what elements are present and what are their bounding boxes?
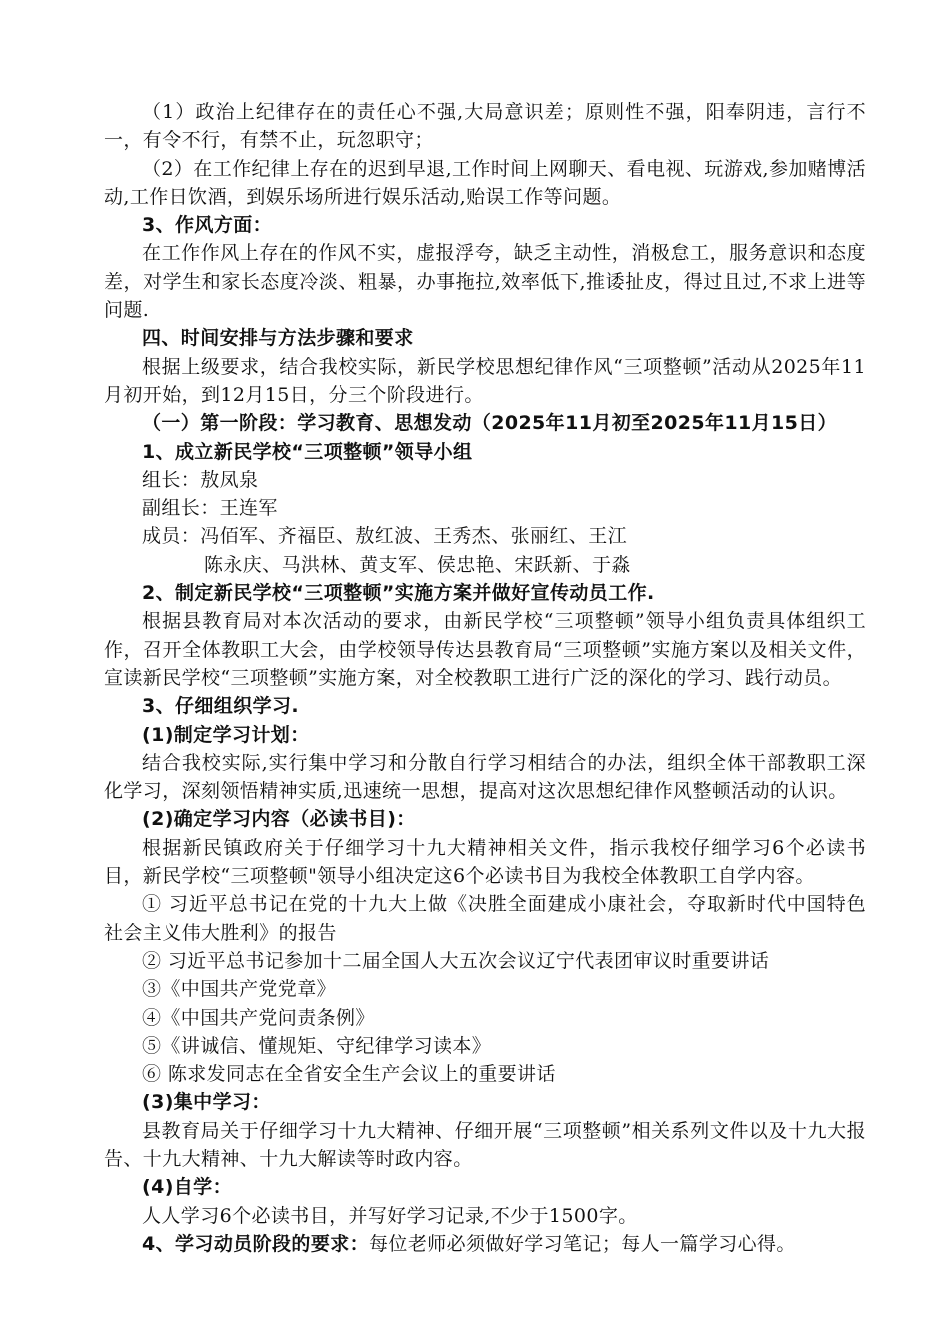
members-names-1: 冯佰军、齐福臣、敖红波、王秀杰、张丽红、王江 [200,525,628,548]
book-item-6: ⑥ 陈求发同志在全省安全生产会议上的重要讲话 [142,1063,556,1086]
document-body [104,98,866,1258]
book-item-3: ③《中国共产党党章》 [142,978,337,1001]
heading-phase-one: （一）第一阶段：学习教育、思想发动（2025年11月初至2025年11月15日） [142,412,838,435]
mobilization-heading: 4、学习动员阶段的要求： [142,1232,370,1255]
book-item-2: ② 习近平总书记参加十二届全国人大五次会议辽宁代表团审议时重要讲话 [142,949,770,972]
members-line-2 [104,551,866,579]
deputy-group-leader: 副组长：王连军 [142,497,278,520]
paragraph-schedule-intro: 根据上级要求，结合我校实际，新民学校思想纪律作风“三项整顿”活动从2025年11月初开始，到12月15日，分三个阶段进行。 [104,355,866,406]
paragraph-study-plan: 结合我校实际,实行集中学习和分散自行学习相结合的办法，组织全体干部教职工深化学习，深刻领悟精神实质,迅速统一思想，提高对这次思想纪律作风整顿活动的认识。 [104,751,866,803]
heading-organize-study: 3、仔细组织学习. [142,695,300,718]
group-leader: 组长：敖凤泉 [142,468,259,491]
heading-centralized-study: (3)集中学习： [142,1091,271,1114]
members-label: 成员： [142,525,201,548]
paragraph-mobilization-requirements [104,1230,866,1258]
heading-implementation-plan: 2、制定新民学校“三项整顿”实施方案并做好宣传动员工作. [142,582,655,605]
members-names-2: 陈永庆、马洪林、黄支军、侯忠艳、宋跃新、于淼 [204,553,631,576]
heading-leadership-group: 1、成立新民学校“三项整顿”领导小组 [142,440,473,463]
paragraph-study-content: 根据新民镇政府关于仔细学习十九大精神相关文件，指示我校仔细学习6个必读书目，新民学校“三项整顿"领导小组决定这6个必读书目为我校全体教职工自学内容。 [104,836,866,888]
paragraph-centralized-study: 县教育局关于仔细学习十九大精神、仔细开展“三项整顿”相关系列文件以及十九大报告、十九大精神、十九大解读等时政内容。 [104,1119,866,1170]
heading-study-content: (2)确定学习内容（必读书目)： [142,808,416,831]
mobilization-text: 每位老师必须做好学习笔记；每人一篇学习心得。 [369,1232,796,1255]
paragraph-work-discipline: （2）在工作纪律上存在的迟到早退,工作时间上网聊天、看电视、玩游戏,参加赌博活动,工作日饮酒，到娱乐场所进行娱乐活动,贻误工作等问题。 [104,157,866,208]
members-line-1 [104,522,866,550]
paragraph-political-discipline: （1）政治上纪律存在的责任心不强,大局意识差；原则性不强，阳奉阴违，言行不一，有令不行，有禁不止，玩忽职守； [104,101,866,152]
heading-self-study: (4)自学： [142,1176,232,1199]
heading-style-aspect: 3、作风方面： [142,214,273,237]
heading-study-plan: (1)制定学习计划： [142,723,310,746]
heading-section-four: 四、时间安排与方法步骤和要求 [142,327,414,350]
book-item-4: ④《中国共产党问责条例》 [142,1006,375,1029]
paragraph-self-study: 人人学习6个必读书目，并写好学习记录,不少于1500字。 [142,1204,638,1227]
book-item-1: ① 习近平总书记在党的十九大上做《决胜全面建成小康社会，夺取新时代中国特色社会主义伟大胜利》的报告 [104,893,866,944]
paragraph-implementation-detail: 根据县教育局对本次活动的要求，由新民学校“三项整顿”领导小组负责具体组织工作，召开全体教职工大会，由学校领导传达县教育局“三项整顿”实施方案以及相关文件，宣读新民学校“三项整顿”实施方案，对全校教职工进行广泛的深化的学习、践行动员。 [104,610,866,689]
book-item-5: ⑤《讲诚信、懂规矩、守纪律学习读本》 [142,1034,492,1057]
paragraph-style-issues: 在工作作风上存在的作风不实，虚报浮夸，缺乏主动性，消极怠工，服务意识和态度差，对学生和家长态度冷淡、粗暴，办事拖拉,效率低下,推诿扯皮，得过且过,不求上进等问题. [104,242,866,322]
